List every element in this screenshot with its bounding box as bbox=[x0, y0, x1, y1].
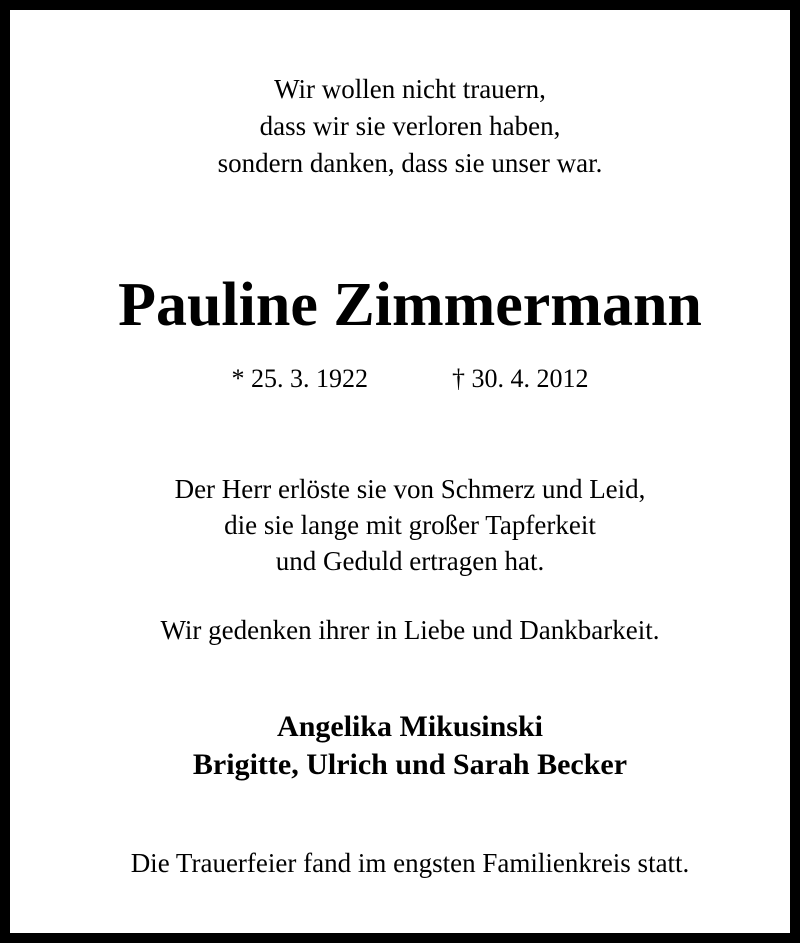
remembrance-line: Wir gedenken ihrer in Liebe und Dankbarkeit. bbox=[160, 615, 660, 645]
message-line: und Geduld ertragen hat. bbox=[275, 546, 545, 576]
birth-date: * 25. 3. 1922 bbox=[231, 364, 368, 393]
mourner-name: Brigitte, Ulrich und Sarah Becker bbox=[192, 748, 628, 781]
mourner-name: Angelika Mikusinski bbox=[277, 710, 543, 743]
life-dates bbox=[10, 366, 800, 392]
quote-line: Wir wollen nicht trauern, bbox=[274, 74, 546, 104]
funeral-notice: Die Trauerfeier fand im engsten Familienkreis statt. bbox=[130, 848, 690, 878]
message-line: die sie lange mit großer Tapferkeit bbox=[224, 510, 596, 540]
death-date: † 30. 4. 2012 bbox=[452, 364, 589, 393]
deceased-name: Pauline Zimmermann bbox=[118, 271, 702, 339]
quote-line: dass wir sie verloren haben, bbox=[259, 111, 561, 141]
quote-line: sondern danken, dass sie unser war. bbox=[217, 148, 603, 178]
message-line: Der Herr erlöste sie von Schmerz und Leid, bbox=[174, 474, 646, 504]
